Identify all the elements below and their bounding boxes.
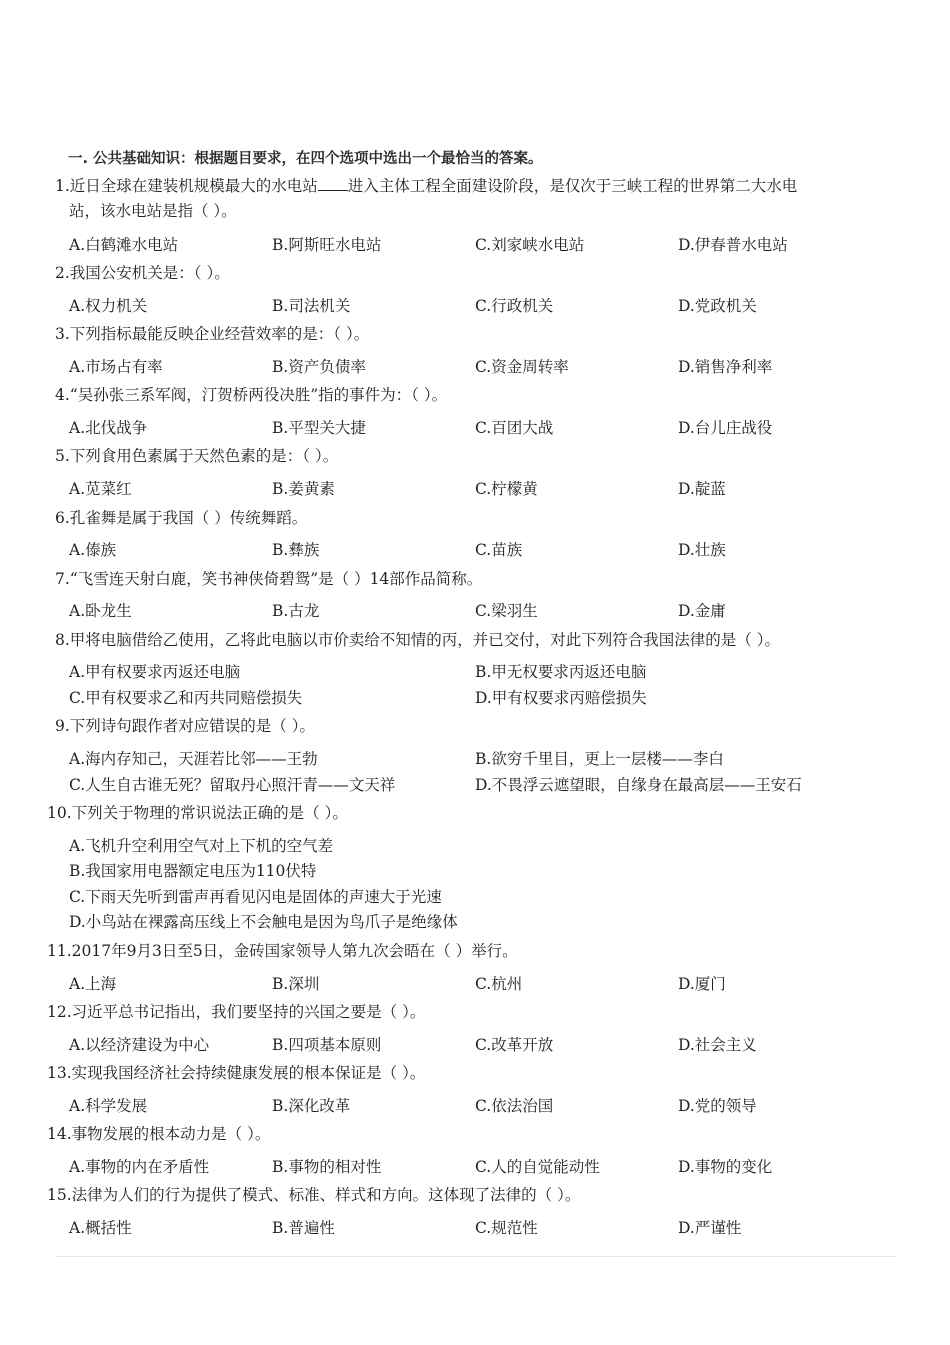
- question-1-option-c: C.刘家峡水电站: [475, 236, 585, 254]
- question-8-option-c: C.甲有权要求乙和丙共同赔偿损失: [69, 689, 303, 707]
- question-10-option-d: D.小鸟站在裸露高压线上不会触电是因为鸟爪子是绝缘体: [69, 913, 458, 931]
- question-5-option-c: C.柠檬黄: [475, 480, 538, 498]
- question-11-option-b: B.深圳: [272, 975, 320, 993]
- question-3-stem: 3.下列指标最能反映企业经营效率的是：（ ）。: [55, 325, 370, 343]
- question-6-option-b: B.彝族: [272, 541, 320, 559]
- question-11-option-a: A.上海: [69, 975, 117, 993]
- question-11-option-d: D.厦门: [678, 975, 726, 993]
- question-6-option-d: D.壮族: [678, 541, 726, 559]
- question-7-stem: 7.“飞雪连天射白鹿，笑书神侠倚碧鸳”是（ ）14部作品简称。: [55, 570, 483, 588]
- question-10-stem: 10.下列关于物理的常识说法正确的是（ ）。: [47, 804, 348, 822]
- question-1-option-d: D.伊春普水电站: [678, 236, 788, 254]
- question-8-option-d: D.甲有权要求丙赔偿损失: [475, 689, 647, 707]
- question-5-stem: 5.下列食用色素属于天然色素的是：（ ）。: [55, 447, 339, 465]
- question-9-option-a: A.海内存知己，天涯若比邻——王勃: [69, 750, 318, 768]
- question-4-option-b: B.平型关大捷: [272, 419, 366, 437]
- footer-divider: [55, 1256, 897, 1257]
- question-5-option-d: D.靛蓝: [678, 480, 726, 498]
- question-3-option-a: A.市场占有率: [69, 358, 163, 376]
- question-12-option-a: A.以经济建设为中心: [69, 1036, 210, 1054]
- question-12-stem: 12.习近平总书记指出，我们要坚持的兴国之要是（ ）。: [47, 1003, 426, 1021]
- question-8-stem: 8.甲将电脑借给乙使用，乙将此电脑以市价卖给不知情的丙，并已交付，对此下列符合我国法律的是（ ）。: [55, 631, 780, 649]
- question-7-option-d: D.金庸: [678, 602, 726, 620]
- question-14-option-a: A.事物的内在矛盾性: [69, 1158, 210, 1176]
- question-3-option-b: B.资产负债率: [272, 358, 366, 376]
- question-13-option-a: A.科学发展: [69, 1097, 148, 1115]
- question-13-option-d: D.党的领导: [678, 1097, 757, 1115]
- question-6-option-a: A.傣族: [69, 541, 117, 559]
- question-15-option-c: C.规范性: [475, 1219, 538, 1237]
- question-15-option-b: B.普遍性: [272, 1219, 335, 1237]
- question-4-option-c: C.百团大战: [475, 419, 554, 437]
- question-1-option-b: B.阿斯旺水电站: [272, 236, 382, 254]
- question-11-option-c: C.杭州: [475, 975, 523, 993]
- question-6-stem: 6.孔雀舞是属于我国（ ）传统舞蹈。: [55, 509, 308, 527]
- question-14-option-d: D.事物的变化: [678, 1158, 773, 1176]
- question-2-stem: 2.我国公安机关是：（ ）。: [55, 264, 230, 282]
- question-11-stem: 11.2017年9月3日至5日，金砖国家领导人第九次会晤在（ ）举行。: [47, 942, 518, 960]
- question-10-option-b: B.我国家用电器额定电压为110伏特: [69, 862, 317, 880]
- question-2-option-a: A.权力机关: [69, 297, 148, 315]
- question-2-option-c: C.行政机关: [475, 297, 554, 315]
- question-4-option-d: D.台儿庄战役: [678, 419, 773, 437]
- section-title: 一. 公共基础知识：根据题目要求，在四个选项中选出一个最恰当的答案。: [68, 151, 543, 167]
- question-10-option-a: A.飞机升空利用空气对上下机的空气差: [69, 837, 334, 855]
- question-5-option-a: A.苋菜红: [69, 480, 132, 498]
- question-13-stem: 13.实现我国经济社会持续健康发展的根本保证是（ ）。: [47, 1064, 426, 1082]
- question-14-option-c: C.人的自觉能动性: [475, 1158, 600, 1176]
- question-12-option-b: B.四项基本原则: [272, 1036, 382, 1054]
- question-10-option-c: C.下雨天先听到雷声再看见闪电是固体的声速大于光速: [69, 888, 442, 906]
- question-7-option-c: C.梁羽生: [475, 602, 538, 620]
- question-5-option-b: B.姜黄素: [272, 480, 335, 498]
- question-2-option-d: D.党政机关: [678, 297, 757, 315]
- question-4-stem: 4.“吴孙张三系军阀，汀贺桥两役决胜”指的事件为：（ ）。: [55, 386, 448, 404]
- question-13-option-c: C.依法治国: [475, 1097, 554, 1115]
- question-9-option-d: D.不畏浮云遮望眼，自缘身在最高层——王安石: [475, 776, 802, 794]
- question-12-option-c: C.改革开放: [475, 1036, 554, 1054]
- question-9-option-c: C.人生自古谁无死？留取丹心照汗青——文天祥: [69, 776, 396, 794]
- question-13-option-b: B.深化改革: [272, 1097, 351, 1115]
- question-1-stem-cont: 站，该水电站是指（ ）。: [69, 202, 237, 220]
- answer-blank: [318, 176, 348, 191]
- question-8-option-b: B.甲无权要求丙返还电脑: [475, 663, 647, 681]
- question-4-option-a: A.北伐战争: [69, 419, 148, 437]
- question-3-option-c: C.资金周转率: [475, 358, 569, 376]
- question-7-option-a: A.卧龙生: [69, 602, 132, 620]
- question-1-stem: 1.近日全球在建装机规模最大的水电站 进入主体工程全面建设阶段，是仅次于三峡工程的世界第二大水电: [55, 177, 798, 195]
- question-15-stem: 15.法律为人们的行为提供了模式、标准、样式和方向。这体现了法律的（ ）。: [47, 1186, 581, 1204]
- question-14-stem: 14.事物发展的根本动力是（ ）。: [47, 1125, 271, 1143]
- question-9-stem: 9.下列诗句跟作者对应错误的是（ ）。: [55, 717, 315, 735]
- question-6-option-c: C.苗族: [475, 541, 523, 559]
- question-9-option-b: B.欲穷千里目，更上一层楼——李白: [475, 750, 724, 768]
- question-15-option-a: A.概括性: [69, 1219, 132, 1237]
- question-15-option-d: D.严谨性: [678, 1219, 742, 1237]
- question-8-option-a: A.甲有权要求丙返还电脑: [69, 663, 241, 681]
- question-7-option-b: B.古龙: [272, 602, 320, 620]
- question-3-option-d: D.销售净利率: [678, 358, 773, 376]
- question-12-option-d: D.社会主义: [678, 1036, 757, 1054]
- question-1-option-a: A.白鹤滩水电站: [69, 236, 179, 254]
- question-14-option-b: B.事物的相对性: [272, 1158, 382, 1176]
- question-2-option-b: B.司法机关: [272, 297, 351, 315]
